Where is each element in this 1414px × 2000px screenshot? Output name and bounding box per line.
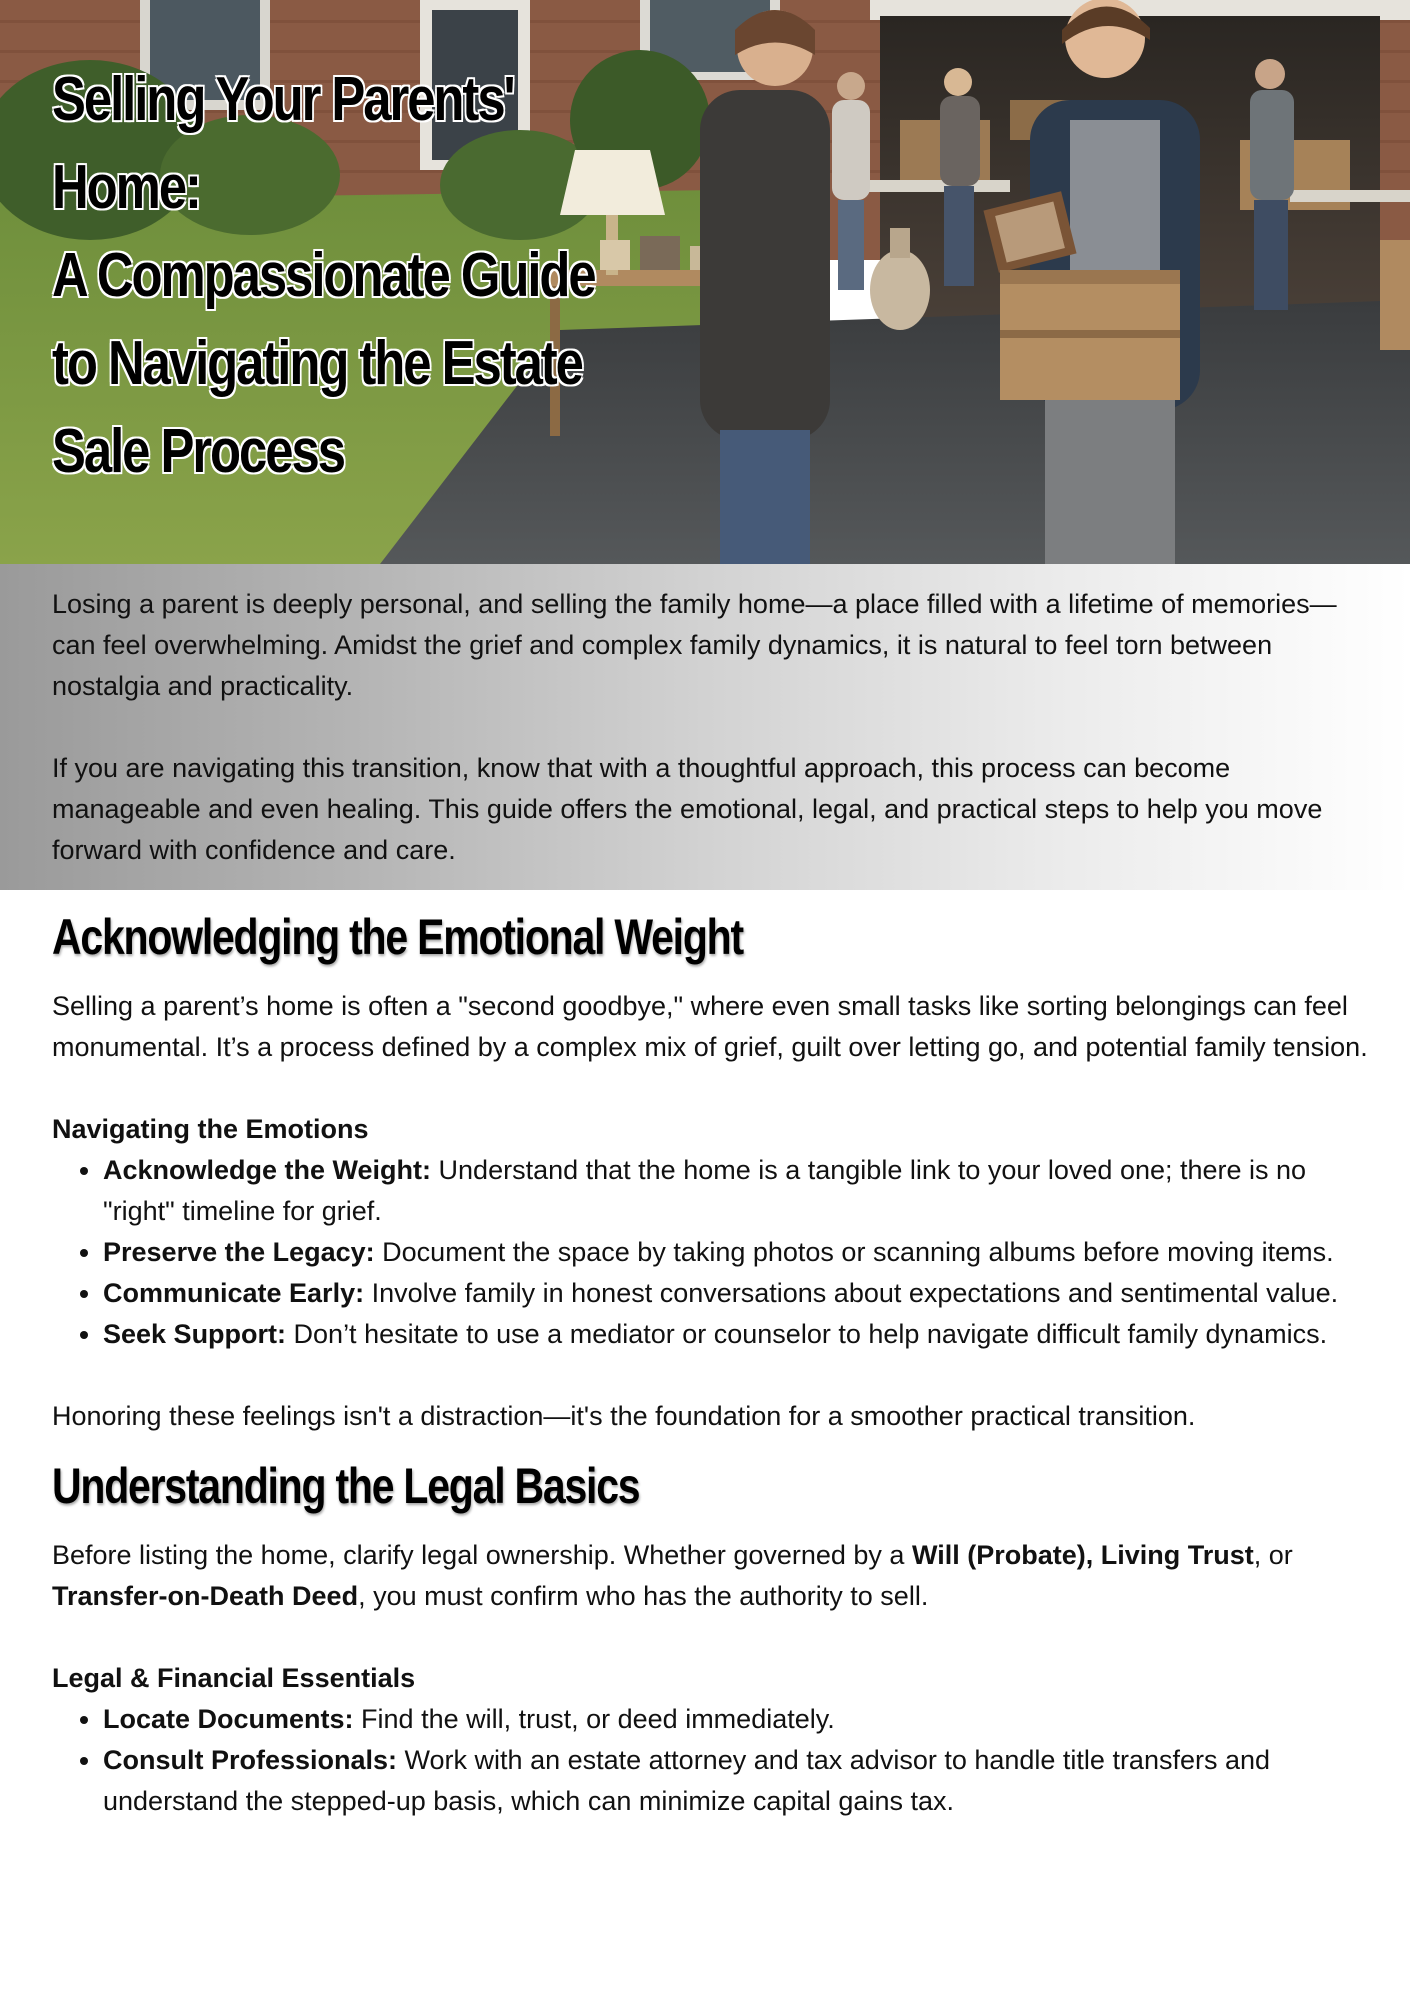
spacer xyxy=(52,1617,1372,1658)
intro-section xyxy=(0,564,1410,890)
list-item-text: Don’t hesitate to use a mediator or counselor to help navigate difficult family dynamics. xyxy=(286,1319,1328,1349)
spacer xyxy=(52,1521,1372,1535)
spacer xyxy=(52,972,1372,986)
para-text: , you must confirm who has the authority to sell. xyxy=(358,1581,929,1611)
title-line: to Navigating the Estate xyxy=(52,329,582,398)
list-item xyxy=(103,1273,1372,1314)
list-item-term: Preserve the Legacy: xyxy=(103,1237,375,1267)
page-title xyxy=(52,56,610,496)
intro-paragraph: If you are navigating this transition, know that with a thoughtful approach, this process can become manageable and even healing. This guide offers the emotional, legal, and practical steps to help you move forward with confidence and care. xyxy=(52,753,1323,865)
closing-paragraph: Honoring these feelings isn't a distraction—it's the foundation for a smoother practical transition. xyxy=(52,1401,1196,1431)
list-item xyxy=(103,1232,1372,1273)
para-emphasis: Will (Probate), Living Trust xyxy=(911,1540,1254,1570)
emotions-list xyxy=(52,1150,1372,1355)
list-item-term: Locate Documents: xyxy=(103,1704,354,1734)
title-line: Sale Process xyxy=(52,417,344,486)
section-paragraph xyxy=(52,1535,1372,1617)
section-heading: Acknowledging the Emotional Weight xyxy=(52,909,743,965)
list-item-text: Understand that the home is a tangible link to your loved one; there is no "right" timeline for grief. xyxy=(103,1155,1307,1226)
spacer xyxy=(52,1068,1372,1109)
list-item-text: Work with an estate attorney and tax advisor to handle title transfers and understand the stepped-up basis, which can minimize capital gains tax. xyxy=(103,1745,1271,1816)
list-item xyxy=(103,1150,1372,1232)
list-item-text: Find the will, trust, or deed immediately. xyxy=(353,1704,835,1734)
emotional-section xyxy=(52,902,1372,1437)
article-body xyxy=(52,902,1372,1822)
para-emphasis: Transfer-on-Death Deed xyxy=(52,1581,359,1611)
list-item-text: Involve family in honest conversations about expectations and sentimental value. xyxy=(364,1278,1339,1308)
hero-banner xyxy=(0,0,1410,564)
list-item xyxy=(103,1740,1372,1822)
spacer xyxy=(52,1437,1372,1451)
list-item-term: Seek Support: xyxy=(103,1319,287,1349)
title-line: Selling Your Parents' xyxy=(52,65,514,134)
para-text: Before listing the home, clarify legal ownership. Whether governed by a xyxy=(52,1540,912,1570)
title-line: Home: xyxy=(52,153,200,222)
list-item xyxy=(103,1314,1372,1355)
list-item-text: Document the space by taking photos or scanning albums before moving items. xyxy=(374,1237,1334,1267)
title-line: A Compassionate Guide xyxy=(52,241,595,310)
section-heading: Understanding the Legal Basics xyxy=(52,1458,640,1514)
intro-paragraph: Losing a parent is deeply personal, and selling the family home—a place filled with a lifetime of memories—can feel overwhelming. Amidst the grief and complex family dynamics, it is natural to feel torn between nostalgia and practicality. xyxy=(52,589,1337,701)
subheading: Legal & Financial Essentials xyxy=(52,1663,416,1693)
legal-list xyxy=(52,1699,1372,1822)
list-item-term: Consult Professionals: xyxy=(103,1745,398,1775)
list-item-term: Communicate Early: xyxy=(103,1278,365,1308)
subheading: Navigating the Emotions xyxy=(52,1114,369,1144)
legal-section xyxy=(52,1451,1372,1822)
para-text: , or xyxy=(1253,1540,1293,1570)
section-paragraph: Selling a parent’s home is often a "second goodbye," where even small tasks like sorting belongings can feel monumental. It’s a process defined by a complex mix of grief, guilt over letting go, and potential family tension. xyxy=(52,991,1368,1062)
list-item-term: Acknowledge the Weight: xyxy=(103,1155,432,1185)
spacer xyxy=(52,1355,1372,1396)
list-item xyxy=(103,1699,1372,1740)
